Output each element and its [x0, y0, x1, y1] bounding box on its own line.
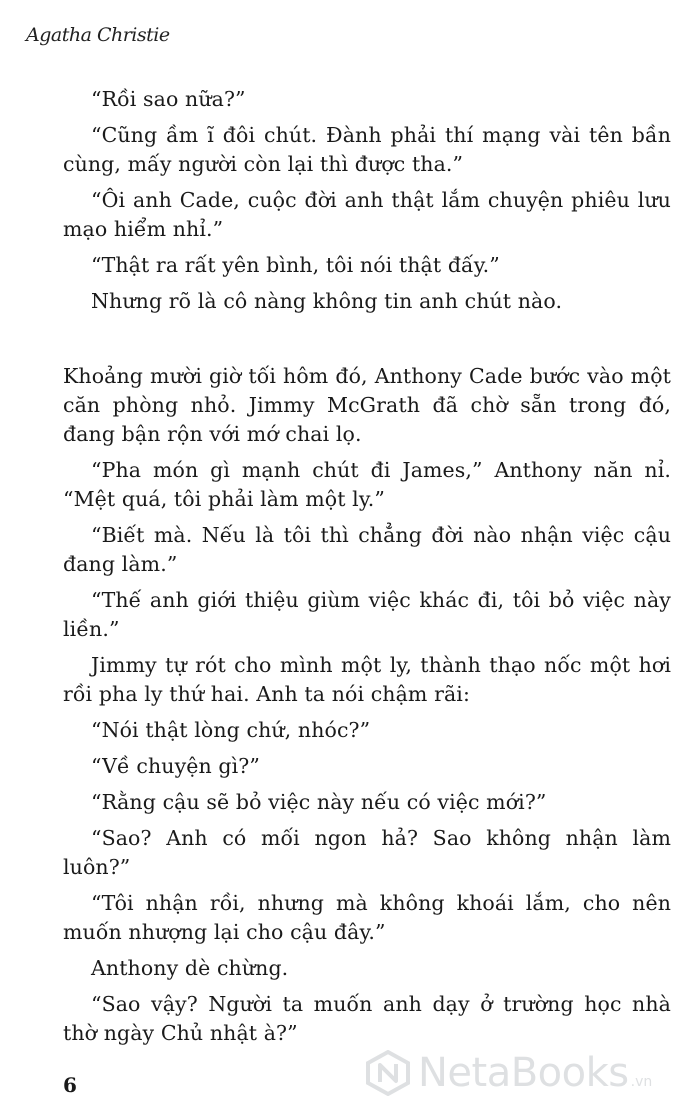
watermark-suffix: .vn: [630, 1074, 653, 1090]
paragraph: “Về chuyện gì?”: [91, 754, 260, 778]
watermark-text: NetaBooks: [418, 1050, 629, 1096]
paragraph: Khoảng mười giờ tối hôm đó, Anthony Cade bước vào một căn phòng nhỏ. Jimmy McGrath đã chờ sẵn trong đó, đang bận rộn với mớ chai lọ.: [63, 364, 671, 446]
paragraph: Anthony dè chừng.: [91, 956, 289, 980]
paragraph: “Cũng ầm ĩ đôi chút. Đành phải thí mạng vài tên bần cùng, mấy người còn lại thì được tha.”: [63, 123, 671, 176]
paragraph: “Biết mà. Nếu là tôi thì chẳng đời nào nhận việc cậu đang làm.”: [63, 523, 671, 576]
paragraph: “Pha món gì mạnh chút đi James,” Anthony năn nỉ. “Mệt quá, tôi phải làm một ly.”: [63, 458, 671, 511]
paragraph: “Sao vậy? Người ta muốn anh dạy ở trường học nhà thờ ngày Chủ nhật à?”: [63, 992, 671, 1045]
page-number: 6: [63, 1073, 77, 1097]
text-block-bottom: [63, 362, 671, 1055]
paragraph: “Rằng cậu sẽ bỏ việc này nếu có việc mới?”: [91, 790, 547, 814]
paragraph: “Thật ra rất yên bình, tôi nói thật đấy.”: [91, 253, 500, 277]
paragraph: “Nói thật lòng chứ, nhóc?”: [91, 718, 371, 742]
author-signature: Agatha Christie: [26, 24, 170, 46]
paragraph: “Rồi sao nữa?”: [91, 87, 246, 111]
paragraph: “Sao? Anh có mối ngon hả? Sao không nhận làm luôn?”: [63, 826, 671, 879]
watermark: [366, 1050, 652, 1096]
paragraph: “Thế anh giới thiệu giùm việc khác đi, tôi bỏ việc này liền.”: [63, 588, 671, 641]
paragraph: Nhưng rõ là cô nàng không tin anh chút nào.: [91, 289, 563, 313]
text-block-top: [63, 85, 671, 323]
paragraph: “Ôi anh Cade, cuộc đời anh thật lắm chuyện phiêu lưu mạo hiểm nhỉ.”: [63, 188, 671, 241]
paragraph: “Tôi nhận rồi, nhưng mà không khoái lắm, cho nên muốn nhượng lại cho cậu đây.”: [63, 891, 671, 944]
paragraph: Jimmy tự rót cho mình một ly, thành thạo nốc một hơi rồi pha ly thứ hai. Anh ta nói chậm rãi:: [63, 653, 671, 706]
netabooks-logo-icon: [366, 1050, 410, 1096]
